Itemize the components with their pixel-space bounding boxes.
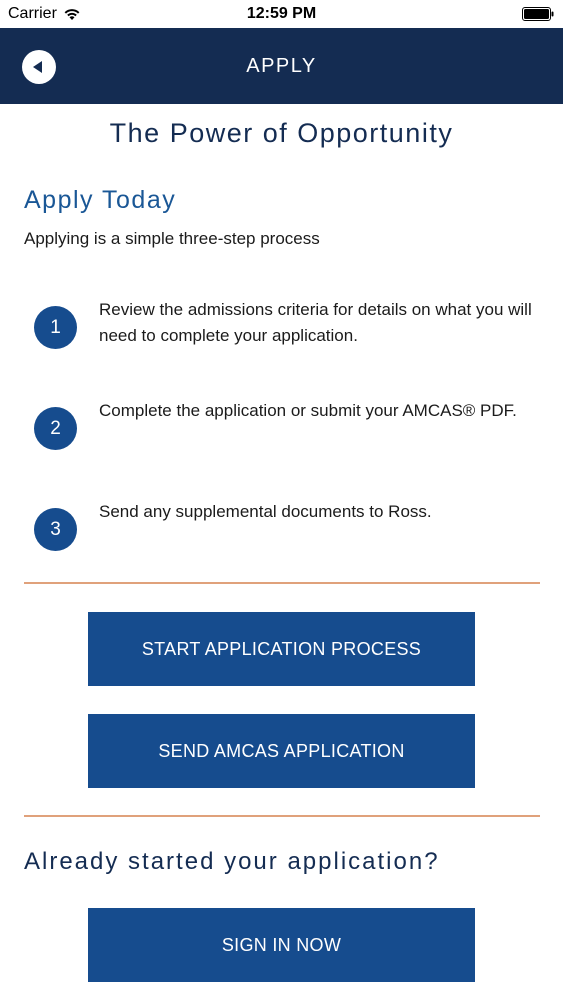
step-number-badge: 1 [34, 306, 77, 349]
send-amcas-button[interactable]: SEND AMCAS APPLICATION [88, 714, 475, 788]
step-number-badge: 3 [34, 508, 77, 551]
step-number-badge: 2 [34, 407, 77, 450]
start-application-button[interactable]: START APPLICATION PROCESS [88, 612, 475, 686]
page-title: The Power of Opportunity [109, 118, 454, 148]
navigation-bar [0, 28, 563, 104]
carrier-label: Carrier [8, 5, 57, 22]
sign-in-button[interactable]: SIGN IN NOW [88, 908, 475, 982]
nav-title: APPLY [246, 55, 317, 77]
step-text: Complete the application or submit your AMCAS® PDF. [99, 401, 517, 420]
section-heading: Apply Today [24, 186, 177, 214]
status-bar [0, 0, 563, 28]
step-text: Review the admissions criteria for details on what you will need to complete your application. [99, 300, 532, 345]
divider-bottom [24, 815, 540, 817]
divider-top [24, 582, 540, 584]
intro-text: Applying is a simple three-step process [24, 229, 320, 248]
step-text: Send any supplemental documents to Ross. [99, 502, 432, 521]
already-started-heading: Already started your application? [24, 848, 440, 875]
status-time: 12:59 PM [246, 5, 317, 22]
battery-icon [522, 7, 554, 21]
